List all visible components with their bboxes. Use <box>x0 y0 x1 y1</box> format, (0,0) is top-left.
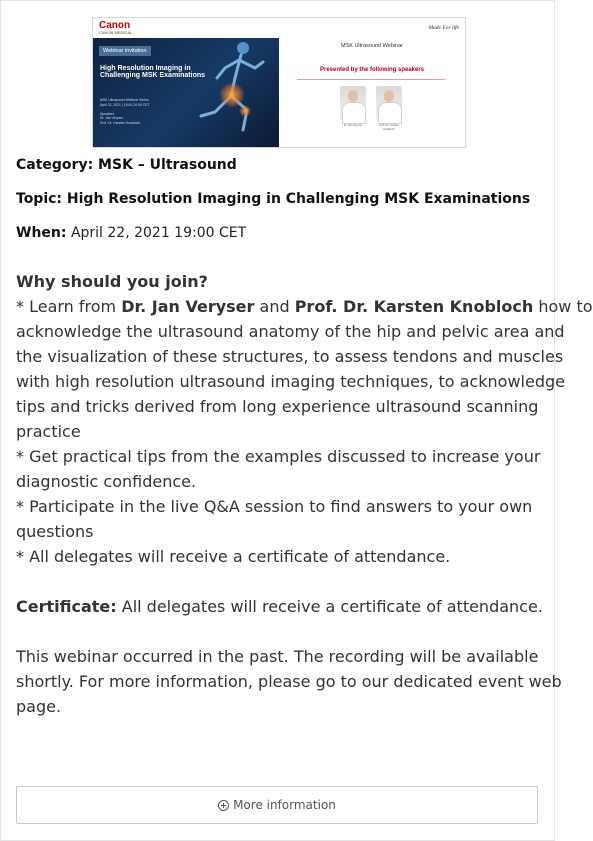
why-line-9: * Participate in the live Q&A session to find answers to your own <box>16 497 533 516</box>
why-line-6: practice <box>16 422 81 441</box>
banner-right-subtitle: Presented by the following speakers <box>319 67 425 73</box>
more-information-label: More information <box>233 798 336 812</box>
banner-headline: High Resolution Imaging in Challenging MSK Examinations <box>100 65 206 79</box>
notice-line-1: This webinar occurred in the past. The recording will be available <box>16 647 539 666</box>
banner-right-title: MSK Ultrasound Webinar <box>341 43 403 49</box>
why-line-10: questions <box>16 522 94 541</box>
event-topic: Topic: High Resolution Imaging in Challenging MSK Examinations <box>16 191 531 207</box>
certificate-line <box>16 597 543 616</box>
banner-speakers-label: Speakers <box>100 111 115 116</box>
speaker-caption-2: Prof. Dr. Karsten Knobloch <box>379 124 399 131</box>
when-label: When: <box>16 225 67 241</box>
why-line-4: with high resolution ultrasound imaging techniques, to acknowledge <box>16 372 565 391</box>
certificate-label: Certificate: <box>16 597 117 616</box>
more-information-button[interactable] <box>16 786 538 824</box>
event-category: Category: MSK – Ultrasound <box>16 157 237 173</box>
banner-series: MSK Ultrasound Webinar Series <box>100 98 149 102</box>
banner-datetime: April 22, 2021 | 19:00-20:00 CET <box>100 102 150 107</box>
when-value: April 22, 2021 19:00 CET <box>70 225 247 241</box>
banner-divider <box>297 79 445 80</box>
speaker-photo-2 <box>376 86 402 131</box>
banner-speaker-1: Dr. Jan Veryser <box>100 116 124 121</box>
made-for-life-logo: Made For life <box>428 25 459 31</box>
runner-illustration <box>185 38 279 147</box>
notice-line-3: page. <box>16 697 62 716</box>
why-line-1: * Learn from Dr. Jan Veryser and Prof. Dr. Karsten Knobloch how to <box>16 297 593 316</box>
banner-header <box>93 18 465 38</box>
speaker-caption-1: Dr. Jan Veryser <box>343 124 363 127</box>
banner-invitation-panel <box>93 38 279 147</box>
webinar-banner-image <box>92 17 466 148</box>
why-join-heading: Why should you join? <box>16 272 208 291</box>
notice-line-2: shortly. For more information, please go to our dedicated event web <box>16 672 562 691</box>
event-when <box>16 225 246 241</box>
why-line-5: tips and tricks derived from long experience ultrasound scanning <box>16 397 539 416</box>
speaker-name-2: Prof. Dr. Karsten Knobloch <box>294 297 534 316</box>
why-line-7: * Get practical tips from the examples discussed to increase your <box>16 447 541 466</box>
banner-speaker-2: Prof. Dr. Karsten Knobloch <box>100 121 141 126</box>
why-line-2: acknowledge the ultrasound anatomy of the hip and pelvic area and <box>16 322 565 341</box>
why-line-11: * All delegates will receive a certificate of attendance. <box>16 547 451 566</box>
speaker-photo-1 <box>340 86 366 128</box>
plus-circle-icon <box>218 800 229 811</box>
why-line-8: diagnostic confidence. <box>16 472 197 491</box>
why-line-3: the visualization of these structures, to assess tendons and muscles <box>16 347 564 366</box>
speaker-name-1: Dr. Jan Veryser <box>121 297 255 316</box>
banner-speakers-panel <box>279 38 465 147</box>
webinar-invitation-badge: Webinar invitation <box>99 46 151 56</box>
canon-logo: Canon <box>99 20 131 31</box>
canon-medical-label: CANON MEDICAL <box>99 30 133 35</box>
certificate-text: All delegates will receive a certificate of attendance. <box>116 597 543 616</box>
